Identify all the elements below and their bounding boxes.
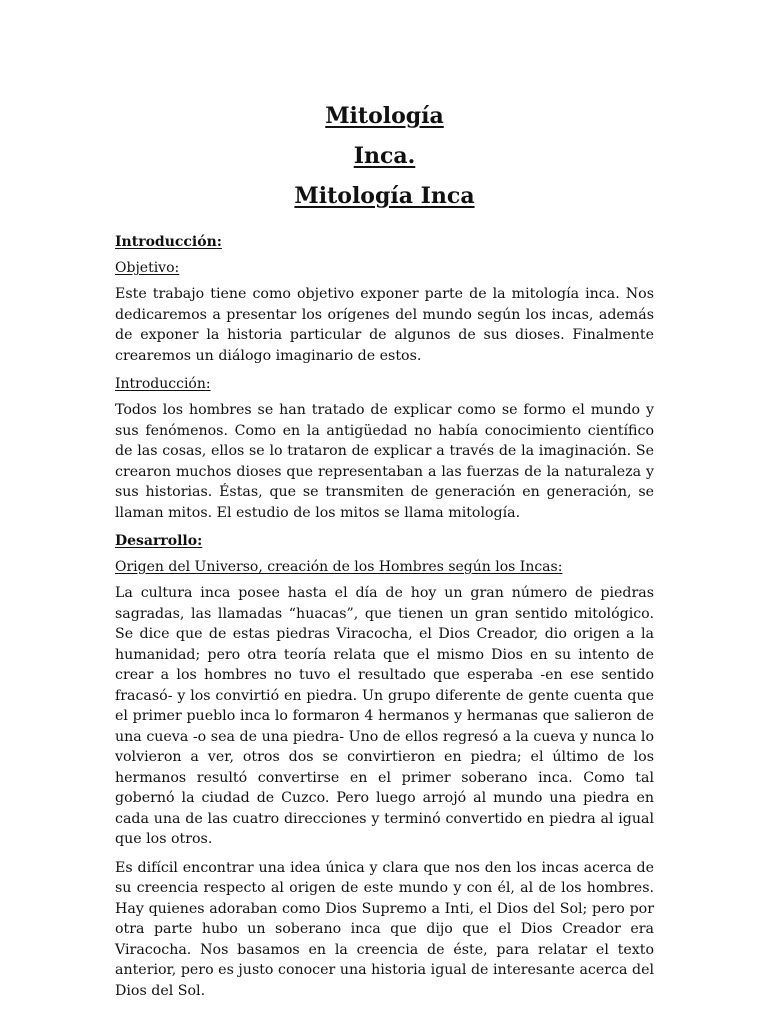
paragraph-origen-1: La cultura inca posee hasta el día de hoy un gran número de piedras sagradas, las llamadas “huacas”, que tienen un gran sentido mitológico. Se dice que de estas piedras Viracocha, el Dios Creador, dio origen a la humanidad; pero otra teoría relata que el mismo Dios en su intento de crear a los hombres no tuvo el resultado que esperaba -en ese sentido fracasó- y los convirtió en piedra. Un grupo diferente de gente cuenta que el primer pueblo inca lo formaron 4 hermanos y hermanas que salieron de una cueva -o sea de una piedra- Uno de ellos regresó a la cueva y nunca lo volvieron a ver, otros dos se convirtieron en piedra; el último de los hermanos resultó convertirse en el primer soberano inca. Como tal gobernó la ciudad de Cuzco. Pero luego arrojó al mundo una piedra en cada una de las cuatro direcciones y terminó convertido en piedra al igual que los otros.	[115, 585, 654, 847]
title-line-1: Mitología	[325, 103, 444, 129]
section-heading-introduccion: Introducción:	[115, 234, 222, 250]
title-line-2: Inca.	[353, 143, 416, 169]
paragraph-objetivo: Este trabajo tiene como objetivo exponer parte de la mitología inca. Nos dedicaremos a presentar los orígenes del mundo según los incas, además de exponer la historia particular de algunos de sus dioses. Finalmente crearemos un diálogo imaginario de estos.	[115, 286, 654, 364]
title-line-3: Mitología Inca	[294, 183, 475, 209]
subheading-introduccion: Introducción:	[115, 376, 211, 392]
section-heading-desarrollo: Desarrollo:	[115, 533, 203, 549]
subheading-origen: Origen del Universo, creación de los Hombres según los Incas:	[115, 559, 563, 575]
paragraph-introduccion: Todos los hombres se han tratado de explicar como se formo el mundo y sus fenómenos. Como en la antigüedad no había conocimiento científico de las cosas, ellos se lo trataron de explicar a través de la imaginación. Se crearon muchos dioses que representaban a las fuerzas de la naturaleza y sus historias. Éstas, que se transmiten de generación en generación, se llaman mitos. El estudio de los mitos se llama mitología.	[115, 402, 654, 521]
subheading-objetivo: Objetivo:	[115, 260, 180, 276]
document-title	[115, 96, 654, 216]
document-page	[115, 96, 654, 1009]
paragraph-origen-2: Es difícil encontrar una idea única y clara que nos den los incas acerca de su creencia respecto al origen de este mundo y con él, al de los hombres. Hay quienes adoraban como Dios Supremo a Inti, el Dios del Sol; pero por otra parte hubo un soberano inca que dijo que el Dios Creador era Viracocha. Nos basamos en la creencia de éste, para relatar el texto anterior, pero es justo conocer una historia igual de interesante acerca del Dios del Sol.	[115, 859, 654, 999]
